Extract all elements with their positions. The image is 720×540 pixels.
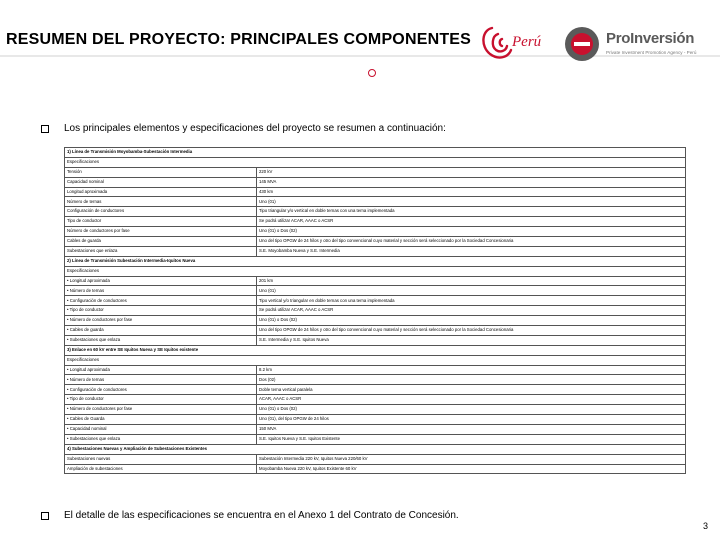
spec-value: Uno (01) o Dos (02) xyxy=(257,405,686,415)
proinversion-emblem-icon xyxy=(562,24,602,64)
spec-label: Subestaciones nuevas xyxy=(65,454,257,464)
table-row xyxy=(65,454,686,464)
svg-text:Perú: Perú xyxy=(512,34,542,50)
spec-value: Uno del tipo OPGW de 24 hilos y otro del tipo convencional cuyo material y sección será seleccionado por la Sociedad Concesionaria xyxy=(257,326,686,336)
spec-value: 8.2 km xyxy=(257,365,686,375)
spec-value: Uno (01) xyxy=(257,197,686,207)
table-row xyxy=(65,424,686,434)
decorative-circle-icon xyxy=(368,69,376,77)
table-row xyxy=(65,237,686,247)
spec-label: Número de conductores por fase xyxy=(65,227,257,237)
spec-label: Tensión xyxy=(65,167,257,177)
spec-value: S.E. Intermedia y S.E. Iquitos Nueva xyxy=(257,335,686,345)
page-title: RESUMEN DEL PROYECTO: PRINCIPALES COMPONENTES xyxy=(6,31,472,48)
spec-value: S.E. Iquitos Nueva y S.E. Iquitos Existente xyxy=(257,434,686,444)
table-row xyxy=(65,326,686,336)
table-row xyxy=(65,395,686,405)
spec-label: • Tipo de conductor xyxy=(65,306,257,316)
footer-note: El detalle de las especificaciones se encuentra en el Anexo 1 del Contrato de Concesión. xyxy=(64,510,459,521)
table-row xyxy=(65,365,686,375)
spec-value: Uno (01) xyxy=(257,286,686,296)
spec-value: ACAR, AAAC o ACSR xyxy=(257,395,686,405)
spec-label: • Número de ternas xyxy=(65,286,257,296)
table-row xyxy=(65,316,686,326)
table-row xyxy=(65,276,686,286)
table-row xyxy=(65,306,686,316)
table-row xyxy=(65,246,686,256)
spec-value: Moyobamba Nueva 220 kV, Iquitos Existente 60 kV xyxy=(257,464,686,474)
intro-text: Los principales elementos y especificaciones del proyecto se resumen a continuación: xyxy=(64,123,446,134)
table-row xyxy=(65,207,686,217)
spec-label: • Longitud aproximada xyxy=(65,365,257,375)
section-title: 4) Subestaciones Nuevas y Ampliación de Subestaciones Existentes xyxy=(65,444,686,454)
spec-value: Se podrá utilizar ACAR, AAAC o ACSR xyxy=(257,306,686,316)
spec-value: Uno (01) o Dos (02) xyxy=(257,227,686,237)
specifications-table xyxy=(64,147,686,474)
spec-value: Uno (01), del tipo OPGW de 24 hilos xyxy=(257,415,686,425)
table-row xyxy=(65,177,686,187)
table-row xyxy=(65,286,686,296)
proinversion-logo xyxy=(562,24,716,64)
spec-value: 145 MVA xyxy=(257,177,686,187)
spec-label: • Capacidad nominal xyxy=(65,424,257,434)
spec-value: 430 km xyxy=(257,187,686,197)
spec-label: Longitud aproximada xyxy=(65,187,257,197)
table-row xyxy=(65,375,686,385)
spec-value: Tipo vertical y/o triangular en doble ternas con una terna implementada xyxy=(257,296,686,306)
spec-label: Ampliación de subestaciones xyxy=(65,464,257,474)
table-row xyxy=(65,385,686,395)
spec-label: • Número de ternas xyxy=(65,375,257,385)
table-row xyxy=(65,197,686,207)
spec-value: 201 km xyxy=(257,276,686,286)
checkbox-bullet-icon xyxy=(41,512,49,520)
spec-label: • Subestaciones que enlaza xyxy=(65,335,257,345)
table-row xyxy=(65,434,686,444)
table-row xyxy=(65,296,686,306)
section-title: 2) Línea de Transmisión Subestación Intermedia-Iquitos Nueva xyxy=(65,256,686,266)
spec-label: • Tipo de conductor xyxy=(65,395,257,405)
spec-value: 220 kV xyxy=(257,167,686,177)
spec-label: • Cables de Guarda xyxy=(65,415,257,425)
spec-value: Uno (01) o Dos (02) xyxy=(257,316,686,326)
spec-value: Subestación Intermedia 220 kV, Iquitos Nueva 220/60 kV xyxy=(257,454,686,464)
table-row xyxy=(65,415,686,425)
spec-label: • Número de conductores por fase xyxy=(65,316,257,326)
spec-label: Número de ternas xyxy=(65,197,257,207)
table-row xyxy=(65,187,686,197)
spec-label: • Configuración de conductores xyxy=(65,385,257,395)
spec-value: 150 MVA xyxy=(257,424,686,434)
table-row xyxy=(65,227,686,237)
spec-label: • Cables de guarda xyxy=(65,326,257,336)
page-number: 3 xyxy=(703,521,709,531)
spec-label: Capacidad nominal xyxy=(65,177,257,187)
spec-label: Subestaciones que enlaza xyxy=(65,246,257,256)
spec-value: Se podrá utilizar ACAR, AAAC o ACSR xyxy=(257,217,686,227)
proinversion-tagline: Private Investment Promotion Agency - Perú xyxy=(606,50,697,55)
spec-value: Dos (02) xyxy=(257,375,686,385)
table-row xyxy=(65,464,686,474)
spec-label: Cables de guarda xyxy=(65,237,257,247)
section-subtitle: Especificaciones xyxy=(65,355,686,365)
table-row xyxy=(65,167,686,177)
table-row xyxy=(65,405,686,415)
spec-label: Configuración de conductores xyxy=(65,207,257,217)
checkbox-bullet-icon xyxy=(41,125,49,133)
proinversion-name: ProInversión xyxy=(606,30,695,47)
spec-value: Doble terna vertical paralela xyxy=(257,385,686,395)
peru-brand-logo xyxy=(478,20,556,64)
table-row xyxy=(65,217,686,227)
spec-value: Tipo triangular y/o vertical en doble ternas con una terna implementada xyxy=(257,207,686,217)
section-title: 3) Enlace en 60 kV entre SE Iquitos Nueva y SE Iquitos existente xyxy=(65,345,686,355)
spec-value: Uno del tipo OPGW de 24 hilos y otro del tipo convencional cuyo material y sección será seleccionado por la Sociedad Concesionaria xyxy=(257,237,686,247)
spec-label: • Longitud aproximada xyxy=(65,276,257,286)
table-row xyxy=(65,335,686,345)
spec-label: Tipo de conductor xyxy=(65,217,257,227)
spec-label: • Número de conductores por fase xyxy=(65,405,257,415)
section-subtitle: Especificaciones xyxy=(65,157,686,167)
spec-label: • Subestaciones que enlaza xyxy=(65,434,257,444)
section-subtitle: Especificaciones xyxy=(65,266,686,276)
spec-value: S.E. Moyobamba Nueva y S.E. Intermedia xyxy=(257,246,686,256)
section-title: 1) Línea de Transmisión Moyobamba-Subestación Intermedia xyxy=(65,148,686,158)
spec-label: • Configuración de conductores xyxy=(65,296,257,306)
